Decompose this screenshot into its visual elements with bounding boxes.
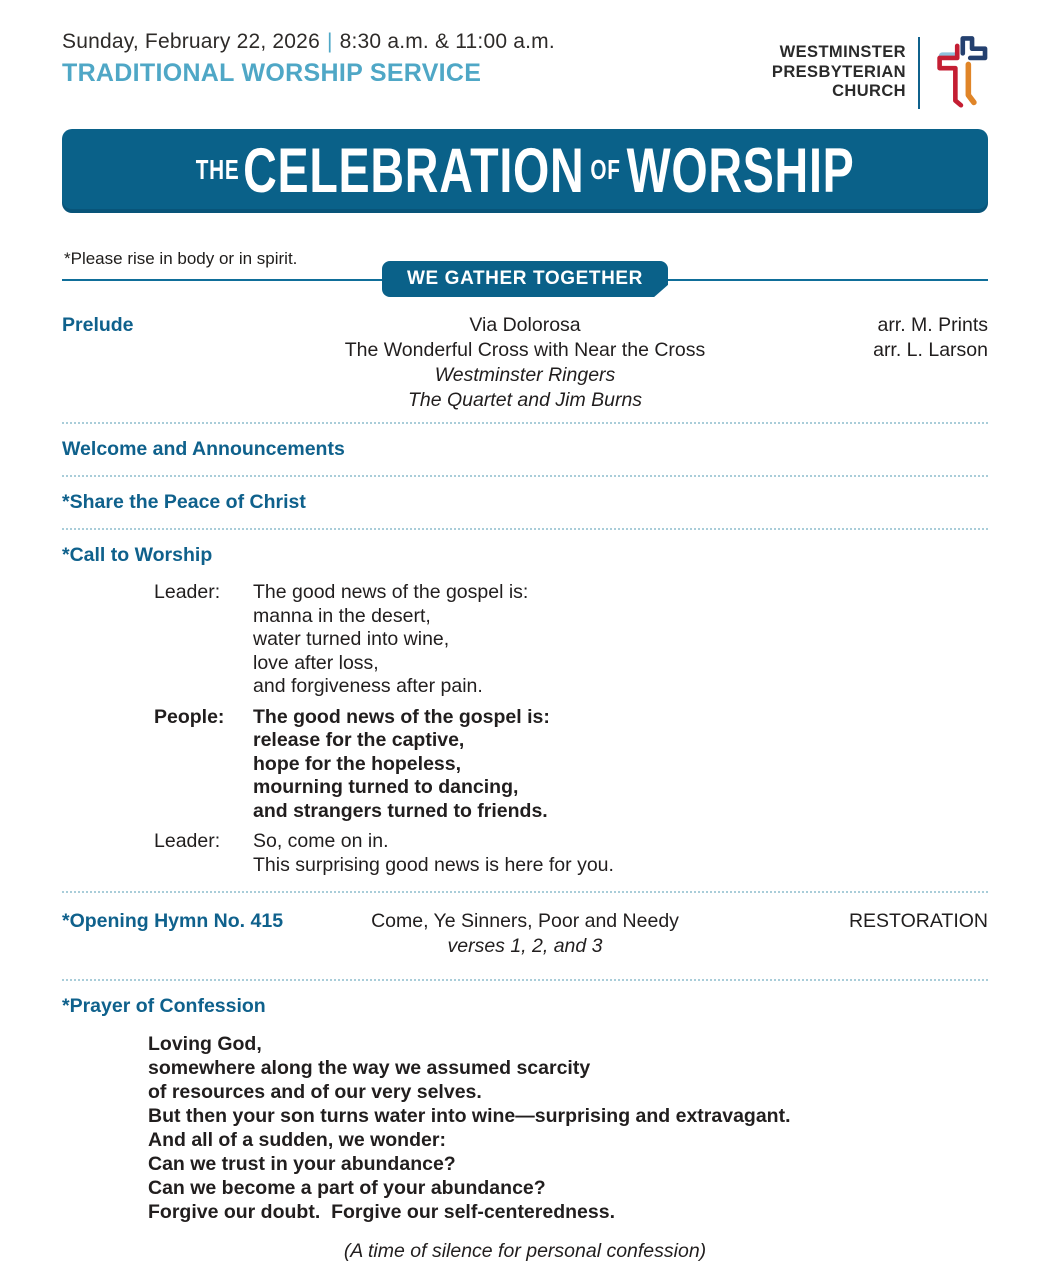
- text-line: Forgive our doubt. Forgive our self-centeredness.: [148, 1201, 615, 1223]
- call-to-worship-exchanges: [62, 581, 988, 877]
- date-separator: |: [326, 30, 333, 53]
- banner-word-worship: WORSHIP: [626, 136, 855, 206]
- text-line: love after loss,: [253, 651, 379, 674]
- peace-heading: *Share the Peace of Christ: [62, 491, 306, 513]
- exchange-lines: [253, 581, 988, 699]
- service-times: 8:30 a.m. & 11:00 a.m.: [339, 30, 555, 53]
- prayer-heading: *Prayer of Confession: [62, 995, 266, 1017]
- exchange-lines: [253, 830, 988, 877]
- opening-hymn-label: *Opening Hymn No. 415: [62, 910, 284, 932]
- date-line: [62, 30, 555, 54]
- dotted-divider: [62, 475, 988, 477]
- banner-word-celebration: CELEBRATION: [242, 136, 585, 206]
- text-line: mourning turned to dancing,: [253, 776, 519, 798]
- text-line: somewhere along the way we assumed scarcity: [148, 1057, 591, 1079]
- opening-hymn-title: Come, Ye Sinners, Poor and Needy: [371, 910, 679, 932]
- text-line: and strangers turned to friends.: [253, 799, 548, 822]
- dotted-divider: [62, 422, 988, 424]
- text-line: hope for the hopeless,: [253, 752, 462, 775]
- celebration-banner: [62, 129, 988, 213]
- banner-word-of: OF: [590, 154, 621, 185]
- text-line: of resources and of our very selves.: [148, 1081, 482, 1103]
- prelude-piece-credit: arr. M. Prints: [877, 314, 988, 336]
- call-to-worship-heading: *Call to Worship: [62, 544, 213, 566]
- cross-icon: [932, 32, 988, 113]
- exchange-lines: [253, 706, 988, 824]
- prelude-label: Prelude: [62, 314, 134, 336]
- prelude-piece-title: The Wonderful Cross with Near the Cross: [344, 339, 706, 361]
- dotted-divider: [62, 528, 988, 530]
- dotted-divider: [62, 979, 988, 981]
- church-name-line: WESTMINSTER: [779, 43, 906, 62]
- opening-hymn-verses: verses 1, 2, and 3: [447, 935, 603, 957]
- text-line: Can we become a part of your abundance?: [148, 1177, 546, 1199]
- text-line: Can we trust in your abundance?: [148, 1153, 456, 1175]
- prayer-of-confession-section: [62, 994, 988, 1263]
- text-line: water turned into wine,: [253, 628, 450, 650]
- prayer-text: [148, 1032, 988, 1224]
- text-line: manna in the desert,: [253, 604, 431, 627]
- gather-section-header: [62, 249, 988, 301]
- service-date: Sunday, February 22, 2026: [62, 30, 320, 53]
- text-line: release for the captive,: [253, 729, 465, 751]
- text-line: So, come on in.: [253, 830, 389, 852]
- rise-note: *Please rise in body or in spirit.: [64, 249, 298, 268]
- prelude-row-2: [62, 338, 988, 363]
- banner-word-the: THE: [195, 154, 240, 185]
- text-line: This surprising good news is here for you.: [253, 853, 614, 876]
- text-line: And all of a sudden, we wonder:: [148, 1129, 446, 1151]
- prelude-piece-title: Via Dolorosa: [469, 314, 581, 336]
- logo-divider: [918, 37, 920, 109]
- speaker-label: People:: [154, 705, 225, 728]
- text-line: But then your son turns water into wine—surprising and extravagant.: [148, 1105, 791, 1127]
- celebration-banner-title: [196, 135, 855, 207]
- church-name: [772, 43, 906, 102]
- opening-hymn-row: [62, 909, 988, 934]
- silence-note: (A time of silence for personal confession): [343, 1240, 707, 1262]
- prelude-section: [62, 313, 988, 413]
- text-line: Loving God,: [148, 1033, 262, 1055]
- exchange-leader: [62, 581, 988, 699]
- opening-hymn-tune: RESTORATION: [848, 910, 988, 932]
- prelude-piece-credit: arr. L. Larson: [873, 339, 988, 361]
- exchange-people: [62, 706, 988, 824]
- church-logo: [772, 30, 988, 113]
- prelude-performer: The Quartet and Jim Burns: [407, 389, 643, 411]
- exchange-leader: [62, 830, 988, 877]
- speaker-label: Leader:: [154, 581, 221, 603]
- section-badge: WE GATHER TOGETHER: [382, 261, 668, 297]
- call-to-worship-section: [62, 543, 988, 877]
- prelude-performer: Westminster Ringers: [434, 364, 616, 386]
- service-type-title: TRADITIONAL WORSHIP SERVICE: [62, 59, 482, 87]
- text-line: and forgiveness after pain.: [253, 675, 483, 697]
- speaker-label: Leader:: [154, 830, 221, 852]
- church-name-line: PRESBYTERIAN: [771, 62, 906, 81]
- text-line: The good news of the gospel is:: [253, 581, 529, 603]
- page-header: [62, 30, 988, 113]
- welcome-heading: Welcome and Announcements: [62, 438, 345, 460]
- church-name-line: CHURCH: [832, 82, 906, 101]
- opening-hymn-section: [62, 909, 988, 959]
- prelude-row-1: [62, 313, 988, 338]
- dotted-divider: [62, 891, 988, 893]
- text-line: The good news of the gospel is:: [253, 705, 550, 728]
- header-left: [62, 30, 555, 88]
